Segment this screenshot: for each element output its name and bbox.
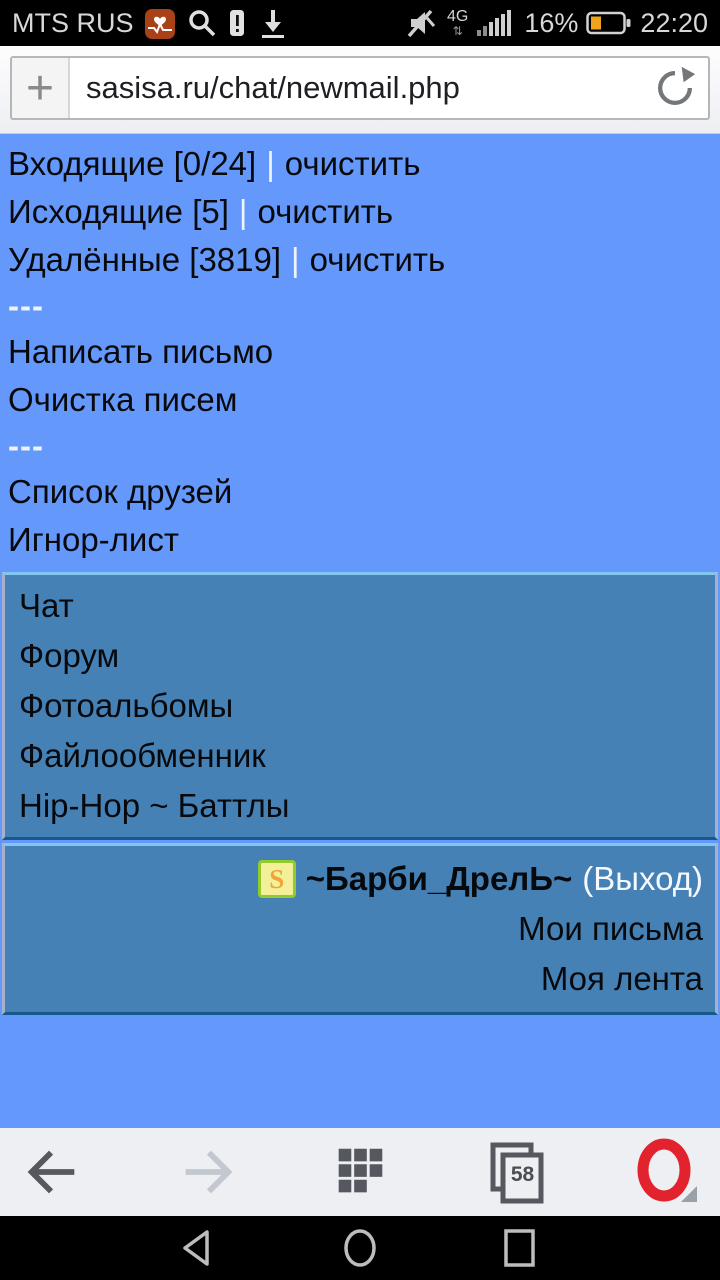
hiphop-battles-link[interactable]: Hip-Hop ~ Баттлы xyxy=(19,787,290,824)
tabs-button[interactable] xyxy=(479,1137,549,1207)
phone-alert-icon xyxy=(228,7,246,39)
status-bar-left xyxy=(12,6,290,40)
fileshare-link[interactable]: Файлообменник xyxy=(19,737,266,774)
health-app-icon xyxy=(144,6,176,40)
deleted-link[interactable]: Удалённые [3819] xyxy=(8,241,282,278)
nav-home-circle-icon xyxy=(336,1224,384,1272)
forward-arrow-icon xyxy=(176,1141,238,1203)
nav-row-photoalbums xyxy=(5,681,715,731)
speed-dial-grid-icon xyxy=(329,1141,391,1203)
nav-row-fileshare xyxy=(5,731,715,781)
tab-count-label: 58 xyxy=(510,1163,535,1186)
url-input[interactable]: sasisa.ru/chat/newmail.php xyxy=(86,70,460,105)
outbox-link[interactable]: Исходящие [5] xyxy=(8,193,229,230)
friends-row xyxy=(0,468,720,516)
deleted-clear-link[interactable]: очистить xyxy=(309,241,446,278)
cleanup-link[interactable]: Очистка писем xyxy=(8,381,238,418)
nav-row-hiphop xyxy=(5,781,715,831)
android-nav-bar xyxy=(0,1216,720,1280)
speed-dial-button[interactable] xyxy=(325,1137,395,1207)
username-link[interactable]: ~Барби_ДрелЬ~ xyxy=(305,860,573,897)
status-bar xyxy=(0,0,720,46)
friends-list-link[interactable]: Список друзей xyxy=(8,473,233,510)
battery-icon xyxy=(586,9,632,37)
ignore-list-link[interactable]: Игнор-лист xyxy=(8,521,179,558)
network-type xyxy=(447,9,468,37)
logout-link[interactable]: (Выход) xyxy=(582,860,703,897)
health-app-glyph xyxy=(144,6,176,40)
refresh-icon xyxy=(652,65,698,111)
ignore-row xyxy=(0,516,720,564)
signal-bars-icon xyxy=(476,8,516,38)
forward-button[interactable] xyxy=(172,1137,242,1207)
sasisa-logo-icon: S xyxy=(258,860,296,898)
download-glyph xyxy=(256,6,290,40)
chat-link[interactable]: Чат xyxy=(19,587,74,624)
android-recents-button[interactable] xyxy=(488,1224,552,1272)
mailbox-row-deleted xyxy=(0,236,720,284)
pipe-separator: | xyxy=(266,145,275,182)
address-bar xyxy=(0,46,720,134)
compose-link[interactable]: Написать письмо xyxy=(8,333,274,370)
network-arrows-icon: ⇅ xyxy=(452,24,463,38)
battery-glyph xyxy=(586,9,632,37)
dashes-separator: --- xyxy=(8,287,44,324)
nav-back-triangle-icon xyxy=(176,1224,224,1272)
cleanup-row xyxy=(0,376,720,424)
android-back-button[interactable] xyxy=(168,1224,232,1272)
inbox-clear-link[interactable]: очистить xyxy=(284,145,421,182)
mailbox-row-inbox xyxy=(0,140,720,188)
photoalbums-link[interactable]: Фотоальбомы xyxy=(19,687,234,724)
refresh-button[interactable] xyxy=(642,58,708,118)
web-page-content xyxy=(0,134,720,1128)
forum-link[interactable]: Форум xyxy=(19,637,120,674)
phone-alert-glyph xyxy=(228,7,246,39)
outbox-clear-link[interactable]: очистить xyxy=(257,193,394,230)
android-home-button[interactable] xyxy=(328,1224,392,1272)
mute-icon xyxy=(405,6,439,40)
status-bar-right xyxy=(405,6,708,40)
search-icon xyxy=(186,7,218,39)
url-box xyxy=(10,56,710,120)
search-glyph xyxy=(186,7,218,39)
network-4g-label: 4G xyxy=(447,8,469,25)
site-nav-panel xyxy=(2,572,718,840)
nav-row-forum xyxy=(5,631,715,681)
inbox-link[interactable]: Входящие [0/24] xyxy=(8,145,257,182)
nav-row-chat xyxy=(5,581,715,631)
user-panel xyxy=(2,843,718,1015)
opera-menu-button[interactable] xyxy=(632,1137,702,1207)
battery-percent-label: 16% xyxy=(524,7,579,38)
pipe-separator: | xyxy=(238,193,248,230)
my-mail-link[interactable]: Мои письма xyxy=(518,910,703,947)
opera-logo-icon xyxy=(633,1138,701,1206)
pipe-separator: | xyxy=(291,241,300,278)
compose-row xyxy=(0,328,720,376)
nav-recents-square-icon xyxy=(496,1224,544,1272)
mute-glyph xyxy=(405,6,439,40)
new-tab-button[interactable]: + xyxy=(12,58,70,118)
my-feed-link[interactable]: Моя лента xyxy=(540,960,703,997)
my-feed-row xyxy=(5,954,715,1004)
browser-toolbar xyxy=(0,1128,720,1216)
dashes-separator: --- xyxy=(8,427,44,464)
clock-label: 22:20 xyxy=(640,7,708,38)
download-icon xyxy=(256,6,290,40)
mailbox-row-outbox xyxy=(0,188,720,236)
signal-bars-glyph xyxy=(476,8,516,38)
back-arrow-icon xyxy=(22,1141,84,1203)
carrier-label: MTS RUS xyxy=(12,7,134,38)
back-button[interactable] xyxy=(18,1137,88,1207)
my-mail-row xyxy=(5,904,715,954)
user-identity-row xyxy=(5,854,715,904)
